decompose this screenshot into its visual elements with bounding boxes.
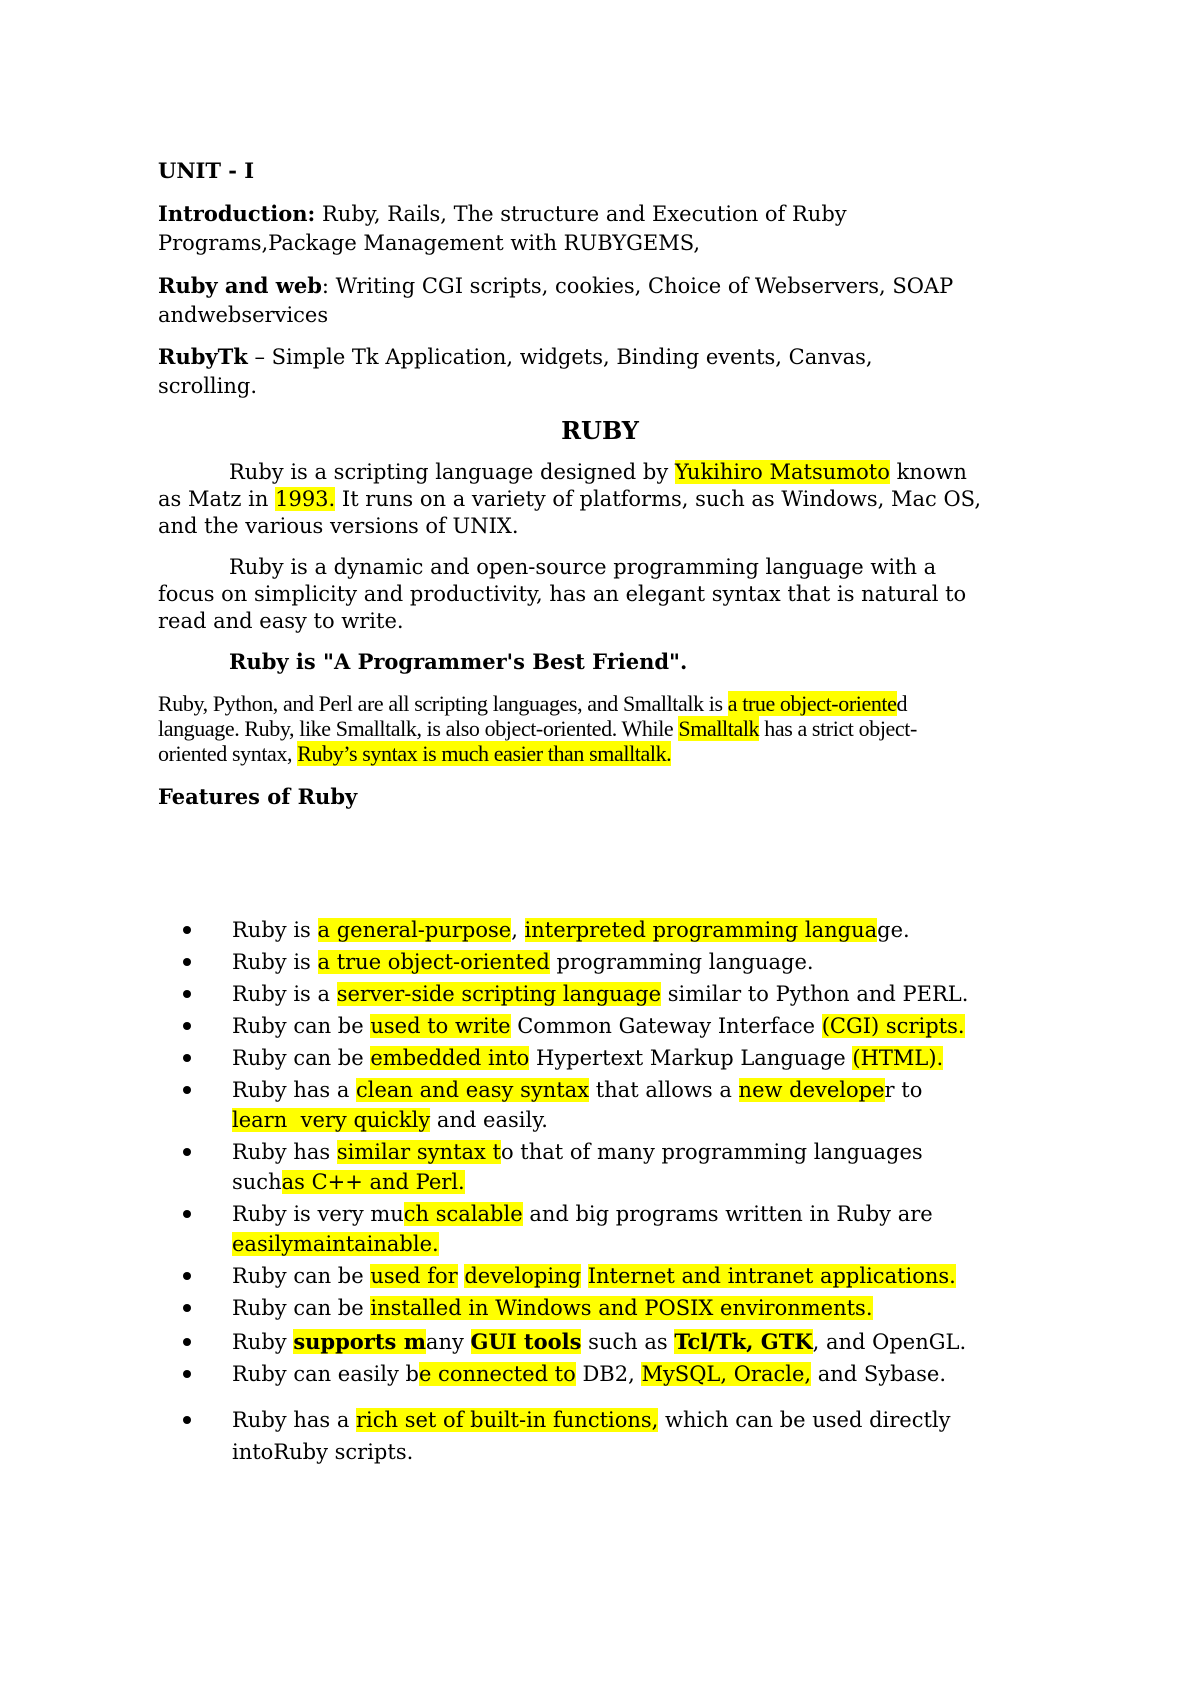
bullet-icon (183, 1054, 191, 1062)
intro-line-1: Introduction: Ruby, Rails, The structure and Execution of Ruby (158, 201, 847, 226)
bullet-icon (183, 1086, 191, 1094)
bullet-icon (183, 1304, 191, 1312)
list-item: Ruby is very much scalable and big programs written in Ruby are (232, 1202, 933, 1226)
list-item-continuation: intoRuby scripts. (232, 1440, 414, 1464)
para2-line-1: Ruby is a dynamic and open-source programming language with a (229, 555, 937, 579)
list-item-continuation: learn very quickly and easily. (232, 1108, 548, 1132)
list-item: Ruby can be used for developing Internet and intranet applications. (232, 1264, 956, 1288)
highlight-ruby-syntax: Ruby’s syntax is much easier than smalltalk. (297, 741, 672, 766)
web-line-2: andwebservices (158, 303, 329, 327)
bullet-icon (183, 1338, 191, 1346)
highlight-yukihiro: Yukihiro Matsumoto (674, 460, 890, 484)
para2-line-3: read and easy to write. (158, 609, 404, 633)
list-item: Ruby has similar syntax to that of many programming languages (232, 1140, 923, 1164)
unit-heading: UNIT - I (158, 158, 255, 183)
bullet-icon (183, 958, 191, 966)
intro-line-2: Programs,Package Management with RUBYGEMS, (158, 231, 701, 255)
list-item-continuation: easilymaintainable. (232, 1232, 439, 1256)
bullet-icon (183, 990, 191, 998)
bullet-icon (183, 1148, 191, 1156)
web-line-1: Ruby and web: Writing CGI scripts, cookies, Choice of Webservers, SOAP (158, 273, 954, 298)
list-item: Ruby is a server-side scripting language similar to Python and PERL. (232, 982, 969, 1006)
bullet-icon (183, 1210, 191, 1218)
bullet-icon (183, 1370, 191, 1378)
features-heading: Features of Ruby (158, 784, 358, 809)
para1-line-2: as Matz in 1993. It runs on a variety of platforms, such as Windows, Mac OS, (158, 487, 981, 511)
best-friend-quote: Ruby is "A Programmer's Best Friend". (229, 649, 688, 674)
list-item: Ruby is a true object-oriented programming language. (232, 950, 814, 974)
para3-line-2: language. Ruby, like Smalltalk, is also object-oriented. While Smalltalk has a strict object- (158, 716, 917, 741)
bullet-icon (183, 1416, 191, 1424)
highlight-1993: 1993. (275, 487, 336, 511)
list-item: Ruby can be installed in Windows and POSIX environments. (232, 1296, 873, 1320)
list-item: Ruby is a general-purpose, interpreted programming language. (232, 918, 910, 942)
para2-line-2: focus on simplicity and productivity, has an elegant syntax that is natural to (158, 582, 967, 606)
list-item: Ruby can be used to write Common Gateway Interface (CGI) scripts. (232, 1014, 965, 1038)
list-item: Ruby supports many GUI tools such as Tcl/Tk, GTK, and OpenGL. (232, 1329, 967, 1354)
page-title: RUBY (561, 416, 639, 445)
bullet-icon (183, 926, 191, 934)
list-item: Ruby can easily be connected to DB2, MySQL, Oracle, and Sybase. (232, 1362, 946, 1386)
list-item: Ruby has a clean and easy syntax that allows a new developer to (232, 1078, 923, 1102)
intro-label: Introduction: (158, 201, 316, 226)
bullet-icon (183, 1272, 191, 1280)
web-label: Ruby and web (158, 273, 322, 298)
para3-line-1: Ruby, Python, and Perl are all scripting languages, and Smalltalk is a true object-oriented (158, 691, 908, 716)
list-item: Ruby has a rich set of built-in functions, which can be used directly (232, 1408, 951, 1432)
tk-line-2: scrolling. (158, 374, 258, 398)
para1-line-3: and the various versions of UNIX. (158, 514, 519, 538)
bullet-icon (183, 1022, 191, 1030)
highlight-smalltalk: Smalltalk (678, 716, 760, 741)
list-item: Ruby can be embedded into Hypertext Markup Language (HTML). (232, 1046, 944, 1070)
para3-line-3: oriented syntax, Ruby’s syntax is much easier than smalltalk. (158, 741, 672, 766)
tk-line-1: RubyTk – Simple Tk Application, widgets, Binding events, Canvas, (158, 344, 873, 369)
tk-label: RubyTk (158, 344, 248, 369)
para1-line-1: Ruby is a scripting language designed by Yukihiro Matsumoto known (229, 460, 967, 484)
highlight-true-oo: a true object-oriente (727, 691, 897, 716)
list-item-continuation: suchas C++ and Perl. (232, 1170, 465, 1194)
